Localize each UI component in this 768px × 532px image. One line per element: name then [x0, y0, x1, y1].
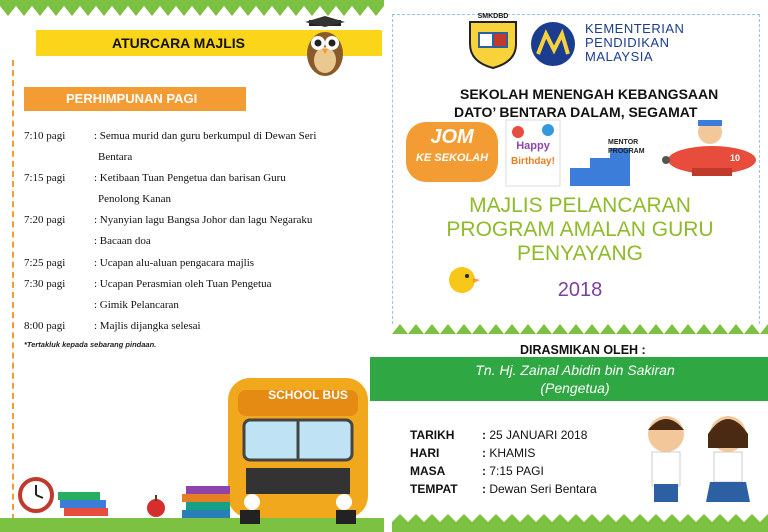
detail-label: MASA: [410, 464, 446, 478]
schedule-desc: : Gimik Pelancaran: [94, 299, 179, 311]
happy-birthday-badge: [504, 118, 562, 188]
time-value: 7:15 PAGI: [489, 464, 544, 478]
event-title-line2: PROGRAM AMALAN GURU: [446, 218, 714, 241]
school-crest-text: SMKDBD: [477, 13, 509, 20]
grass-border-bottom: [392, 514, 768, 532]
officiator-name: Tn. Hj. Zainal Abidin bin Sakiran: [475, 362, 675, 378]
schedule-time: 7:15 pagi: [24, 172, 66, 184]
ministry-name: [585, 22, 684, 64]
plane-number: 10: [730, 153, 741, 163]
owl-mascot-icon: [300, 16, 350, 78]
school-crest-icon: [466, 12, 520, 70]
school-name-line2: DATO’ BENTARA DALAM, SEGAMAT: [454, 104, 698, 120]
schedule-desc: Penolong Kanan: [98, 193, 172, 205]
schedule-desc: : Ucapan alu-aluan pengacara majlis: [94, 257, 255, 269]
mentor-program-badge: [562, 128, 662, 188]
schedule-desc: : Ketibaan Tuan Pengetua dan barisan Guru: [94, 172, 286, 184]
detail-value: : 7:15 PAGI: [482, 464, 544, 478]
birthday-label: Birthday!: [511, 156, 555, 167]
officiated-by-label: DIRASMIKAN OLEH :: [520, 343, 646, 357]
bird-icon: [444, 262, 480, 298]
detail-value: : Dewan Seri Bentara: [482, 482, 597, 496]
schedule-time: 7:30 pagi: [24, 278, 66, 290]
grass-border-right: [392, 322, 768, 334]
detail-label: TARIKH: [410, 428, 455, 442]
detail-label: HARI: [410, 446, 440, 460]
happy-label: Happy: [516, 140, 550, 152]
date-value: 25 JANUARI 2018: [489, 428, 588, 442]
bus-sign: SCHOOL BUS: [268, 388, 348, 402]
ministry-line: PENDIDIKAN: [585, 35, 670, 50]
schedule-desc: : Semua murid dan guru berkumpul di Dewan Seri: [94, 130, 317, 142]
event-year: 2018: [557, 279, 603, 301]
section-title: PERHIMPUNAN PAGI: [66, 91, 198, 106]
schedule-desc: Bentara: [98, 151, 133, 163]
airplane-kid-icon: [662, 110, 762, 192]
schedule-time: 7:10 pagi: [24, 130, 66, 142]
schedule-time: 7:25 pagi: [24, 257, 66, 269]
ke-sekolah-label: KE SEKOLAH: [415, 152, 489, 164]
grass-border-top: [0, 0, 384, 16]
section-header: [24, 87, 246, 111]
detail-value: : 25 JANUARI 2018: [482, 428, 588, 442]
schedule-desc: : Nyanyian lagu Bangsa Johor dan lagu Negaraku: [94, 214, 313, 226]
schedule-desc: : Bacaan doa: [94, 235, 151, 247]
ministry-line: KEMENTERIAN: [585, 21, 685, 36]
program-label: PROGRAM: [608, 148, 645, 155]
ministry-line: MALAYSIA: [585, 49, 654, 64]
mentor-label: MENTOR: [608, 139, 639, 146]
disclaimer-note: *Tertakluk kepada sebarang pindaan.: [24, 340, 157, 349]
aturcara-title: ATURCARA MAJLIS: [112, 35, 245, 51]
venue-value: Dewan Seri Bentara: [489, 482, 597, 496]
school-bus-illustration: [0, 360, 384, 532]
detail-value: : KHAMIS: [482, 446, 536, 460]
schedule-time: 8:00 pagi: [24, 320, 66, 332]
event-title-line3: PENYAYANG: [516, 242, 644, 265]
event-title-line1: MAJLIS PELANCARAN: [469, 194, 691, 217]
school-name-line1: SEKOLAH MENENGAH KEBANGSAAN: [460, 86, 719, 102]
officiator-title: (Pengetua): [540, 380, 610, 396]
ministry-logo-icon: [528, 20, 578, 68]
jom-label: JOM: [430, 126, 474, 148]
schedule-desc: : Ucapan Perasmian oleh Tuan Pengetua: [94, 278, 272, 290]
schedule-time: 7:20 pagi: [24, 214, 66, 226]
detail-label: TEMPAT: [410, 482, 458, 496]
schedule-desc: : Majlis dijangka selesai: [94, 320, 201, 332]
day-value: KHAMIS: [489, 446, 536, 460]
students-illustration: [624, 408, 768, 518]
